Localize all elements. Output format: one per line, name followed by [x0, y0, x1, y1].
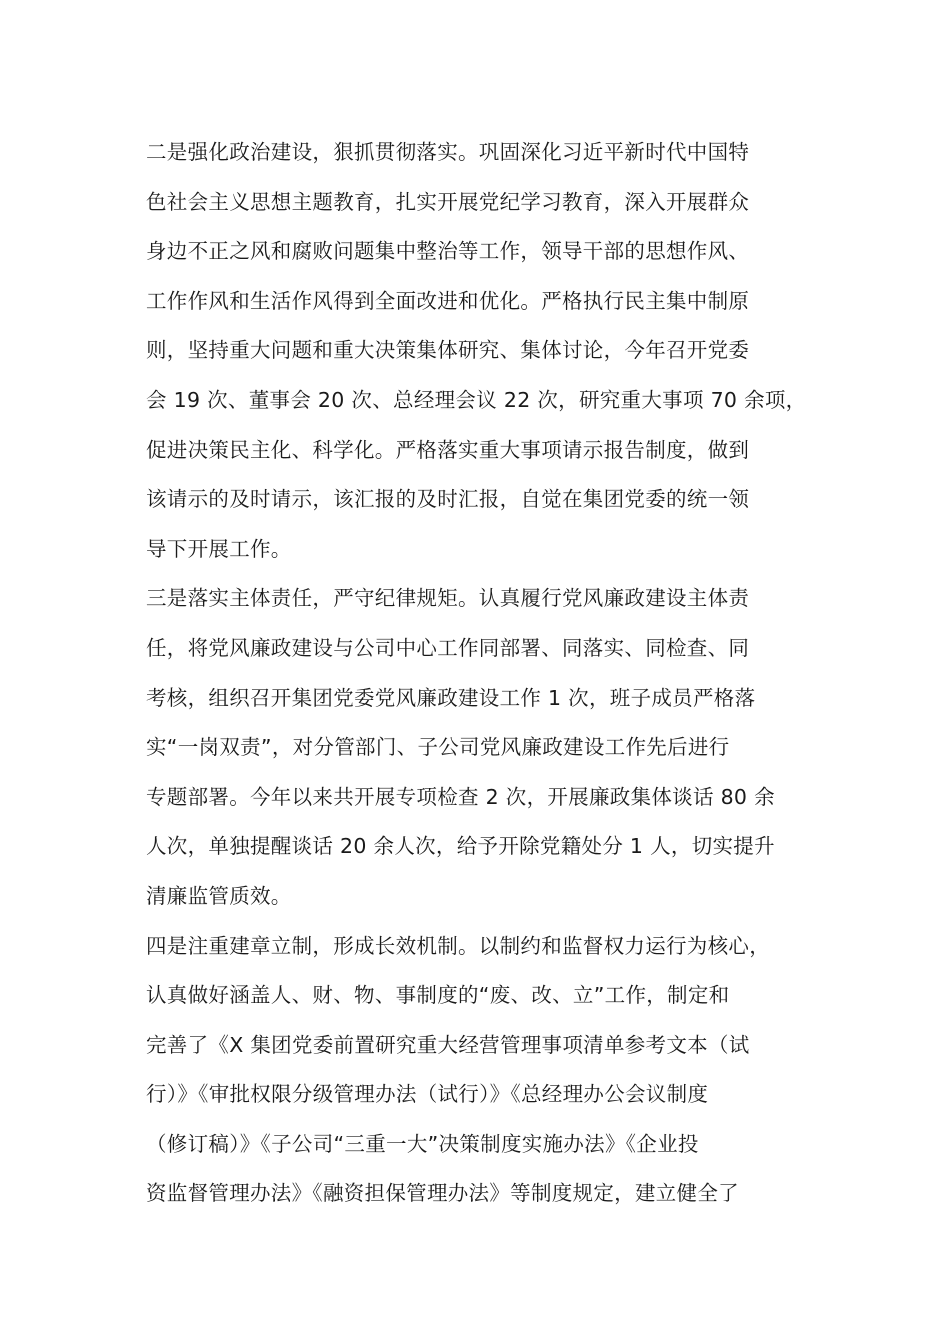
text-line: 考核，组织召开集团党委党风廉政建设工作 1 次，班子成员严格落	[146, 685, 756, 710]
text-line: 二是强化政治建设，狠抓贯彻落实。巩固深化习近平新时代中国特	[146, 140, 750, 164]
text-line: 专题部署。今年以来共开展专项检查 2 次，开展廉政集体谈话 80 余	[146, 784, 775, 809]
text-line: 清廉监管质效。	[146, 883, 292, 908]
text-line: 人次，单独提醒谈话 20 余人次，给予开除党籍处分 1 人，切实提升	[146, 834, 775, 859]
text-line: 行）》《审批权限分级管理办法（试行）》《总经理办公会议制度	[146, 1082, 709, 1107]
text-line: 完善了《X 集团党委前置研究重大经营管理事项清单参考文本（试	[146, 1032, 750, 1057]
paragraph-institution-building	[146, 922, 810, 1220]
text-line: 工作作风和生活作风得到全面改进和优化。严格执行民主集中制原	[146, 288, 750, 313]
text-line: 资监督管理办法》《融资担保管理办法》等制度规定，建立健全了	[146, 1181, 739, 1206]
text-line: 身边不正之风和腐败问题集中整治等工作，领导干部的思想作风、	[146, 239, 750, 264]
paragraph-main-responsibility	[146, 574, 810, 921]
text-line: 则，坚持重大问题和重大决策集体研究、集体讨论，今年召开党委	[146, 338, 750, 363]
text-line: 促进决策民主化、科学化。严格落实重大事项请示报告制度，做到	[146, 437, 750, 462]
text-line: 四是注重建章立制，形成长效机制。以制约和监督权力运行为核心，	[146, 933, 770, 958]
paragraph-political-building	[146, 128, 810, 574]
text-line: 任，将党风廉政建设与公司中心工作同部署、同落实、同检查、同	[146, 635, 750, 660]
text-line: 三是落实主体责任，严守纪律规矩。认真履行党风廉政建设主体责	[146, 586, 750, 611]
text-line: （修订稿）》《子公司“三重一大”决策制度实施办法》《企业投	[146, 1131, 699, 1156]
text-line: 会 19 次、董事会 20 次、总经理会议 22 次，研究重大事项 70 余项，	[146, 387, 807, 412]
text-line: 导下开展工作。	[146, 536, 292, 561]
text-line: 色社会主义思想主题教育，扎实开展党纪学习教育，深入开展群众	[146, 189, 750, 214]
text-line: 该请示的及时请示，该汇报的及时汇报，自觉在集团党委的统一领	[146, 487, 750, 512]
text-line: 实“一岗双责”，对分管部门、子公司党风廉政建设工作先后进行	[146, 735, 730, 760]
text-line: 认真做好涵盖人、财、物、事制度的“废、改、立”工作，制定和	[146, 983, 730, 1008]
document-body	[146, 128, 810, 1219]
